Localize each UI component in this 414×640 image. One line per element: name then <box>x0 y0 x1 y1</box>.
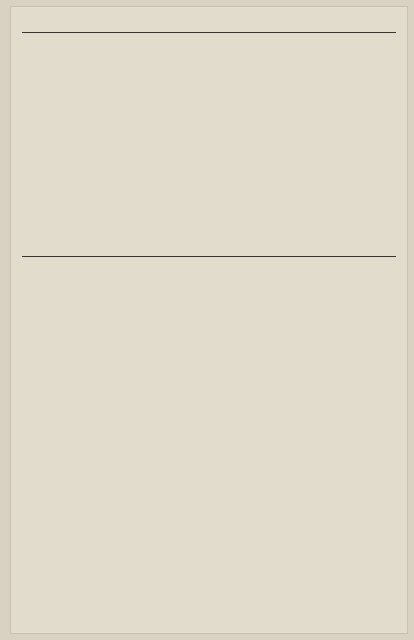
body-text-top <box>24 38 394 250</box>
body-text-bottom <box>24 264 310 614</box>
mid-divider <box>22 256 396 257</box>
document-page <box>10 6 408 634</box>
top-divider <box>22 32 396 33</box>
